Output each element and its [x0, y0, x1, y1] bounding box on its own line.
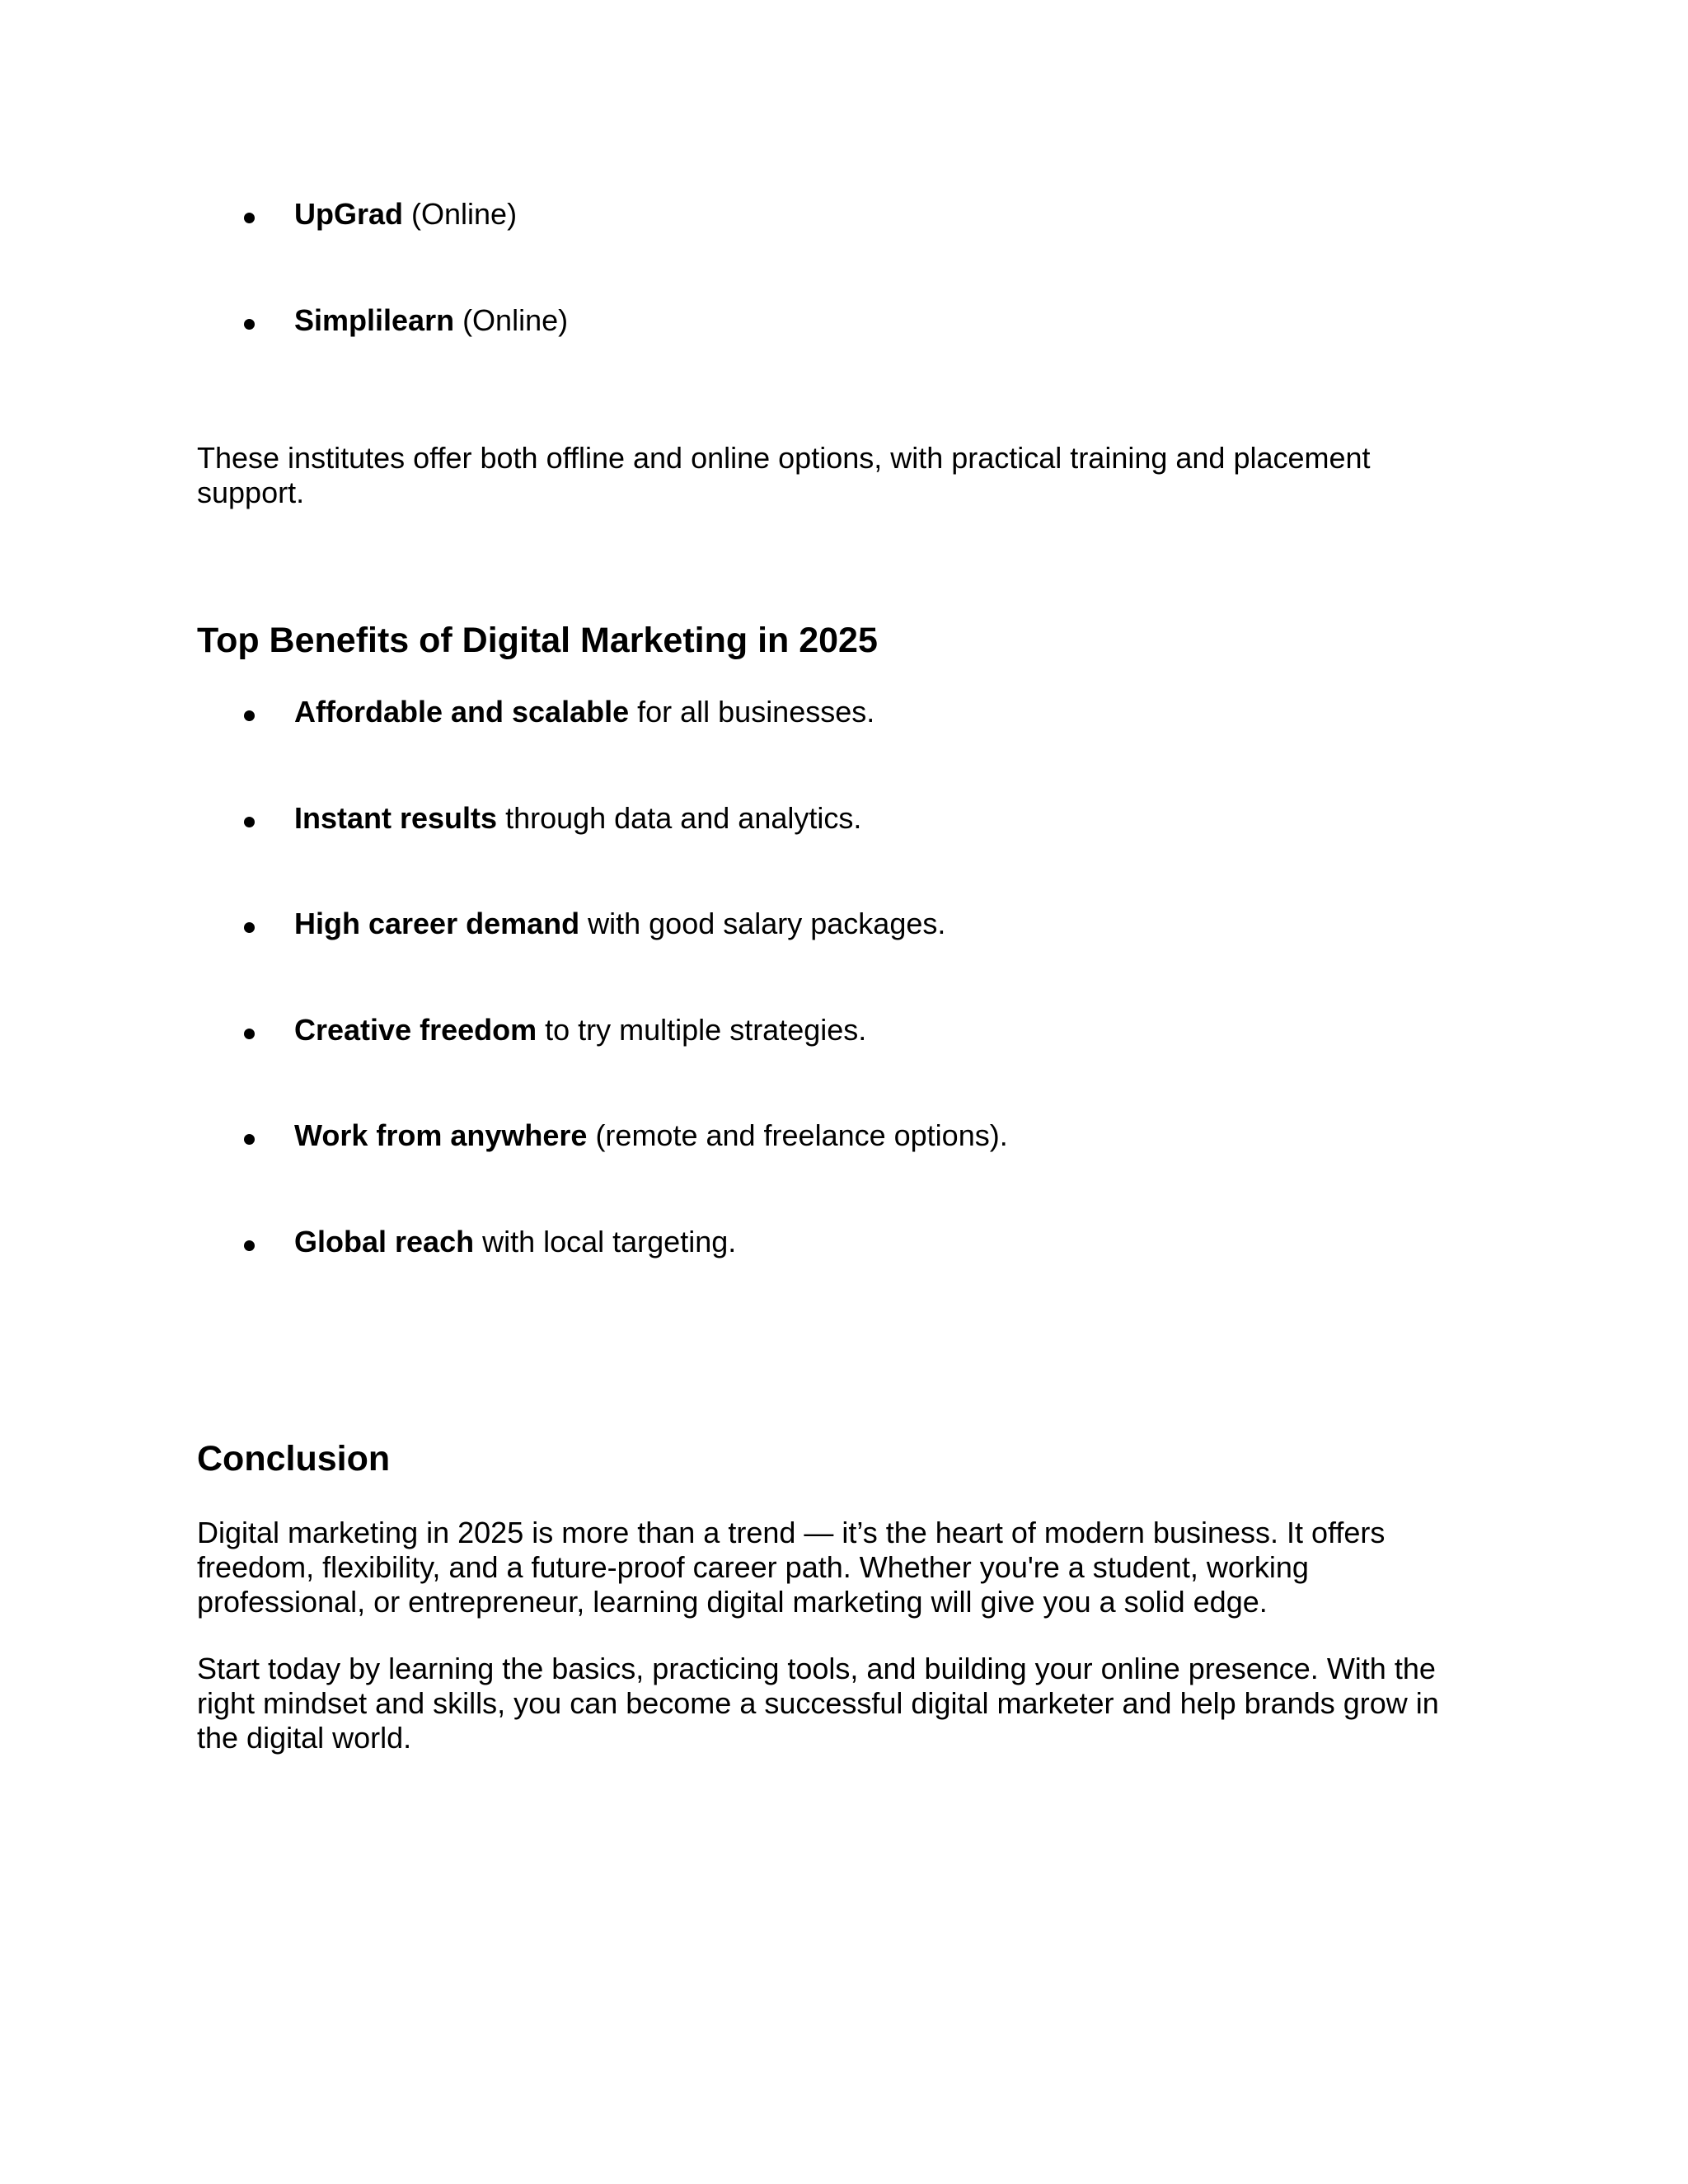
list-item-text: (remote and freelance options). [587, 1118, 1008, 1152]
bullet-icon [244, 710, 255, 721]
bullet-icon [244, 1134, 255, 1145]
bullet-icon [244, 1240, 255, 1251]
bullet-icon [244, 213, 255, 223]
conclusion-heading: Conclusion [197, 1439, 391, 1479]
bullet-icon [244, 319, 255, 330]
institutes-paragraph: These institutes offer both offline and online options, with practical training and placement support. [197, 441, 1371, 509]
list-item-bold: Global reach [294, 1225, 475, 1258]
list-item-text: with good salary packages. [579, 907, 946, 940]
bullet-icon [244, 1029, 255, 1039]
list-item-bold: UpGrad [294, 197, 404, 231]
list-item-text: through data and analytics. [497, 801, 862, 835]
benefits-heading: Top Benefits of Digital Marketing in 2025 [197, 621, 878, 660]
list-item-text: (Online) [403, 197, 518, 231]
bullet-icon [244, 817, 255, 827]
bullet-icon [244, 922, 255, 933]
list-item-bold: Work from anywhere [294, 1118, 588, 1152]
list-item-bold: Affordable and scalable [294, 695, 630, 729]
list-item-bold: High career demand [294, 907, 580, 940]
list-item-text: with local targeting. [474, 1225, 737, 1258]
list-item-bold: Creative freedom [294, 1013, 537, 1047]
list-item-text: for all businesses. [629, 695, 875, 729]
list-item-text: (Online) [454, 303, 569, 337]
list-item-bold: Instant results [294, 801, 498, 835]
conclusion-paragraph: Digital marketing in 2025 is more than a trend — it’s the heart of modern business. It offers freedom, flexibility, and a future-proof career path. Whether you're a student, working professional, or entrepreneur, learning digital marketing will give you a solid edge. [197, 1516, 1386, 1619]
list-item-text: to try multiple strategies. [537, 1013, 867, 1047]
list-item-bold: Simplilearn [294, 303, 455, 337]
conclusion-paragraph: Start today by learning the basics, practicing tools, and building your online presence. With the right mindset and skills, you can become a successful digital marketer and help brands grow in the digital world. [197, 1652, 1439, 1755]
